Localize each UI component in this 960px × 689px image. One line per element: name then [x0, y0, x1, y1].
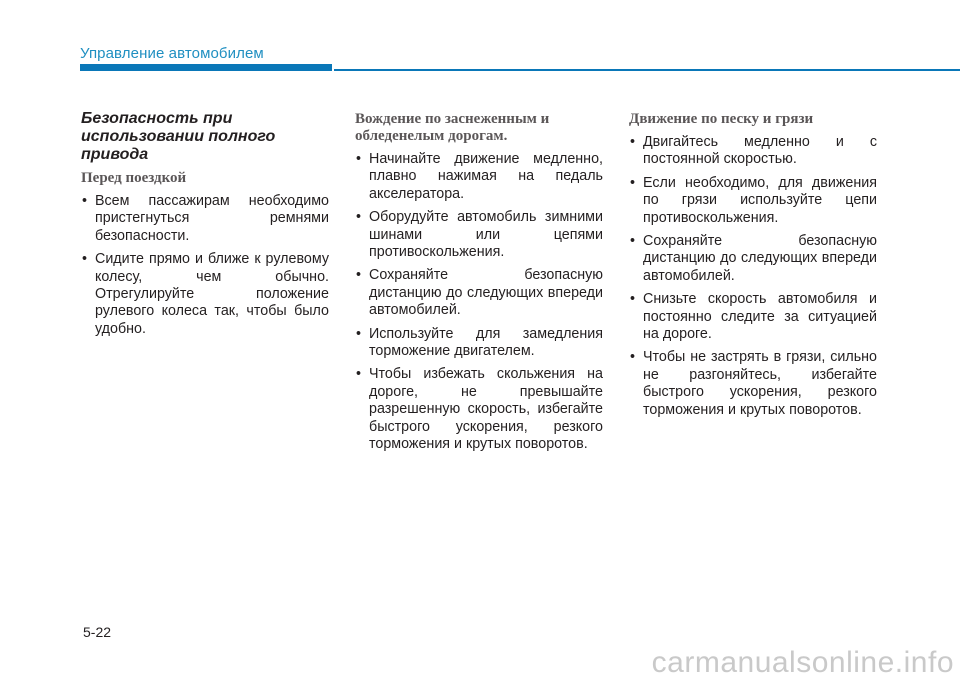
header-rule-thin	[334, 69, 960, 71]
watermark-text: carmanualsonline.info	[651, 646, 954, 679]
section-title-awd-safety: Безопасность при использовании полного привода	[81, 110, 276, 163]
subtitle-before-driving: Перед поездкой	[81, 170, 187, 186]
header-rule-thick	[80, 64, 332, 71]
list-item: • Двигайтесь медленно и с постоянной скоростью.	[629, 134, 877, 169]
page-header-title: Управление автомобилем	[80, 45, 264, 62]
list-item: • Всем пассажирам необходимо пристегнуться ремнями безопасности.	[81, 193, 329, 245]
list-item: • Чтобы не застрять в грязи, сильно не разгоняйтесь, избегайте быстрого ускорения, резкого торможения и крутых поворотов.	[629, 349, 877, 419]
column-middle	[355, 110, 603, 460]
list-item: • Используйте для замедления торможение двигателем.	[355, 326, 603, 361]
subtitle-sand-mud-driving: Движение по песку и грязи	[629, 111, 814, 127]
list-item: • Оборудуйте автомобиль зимними шинами или цепями противоскольжения.	[355, 209, 603, 261]
list-item: • Начинайте движение медленно, плавно нажимая на педаль акселератора.	[355, 151, 603, 203]
page-number: 5-22	[83, 624, 112, 640]
list-item: • Если необходимо, для движения по грязи используйте цепи противоскольжения.	[629, 175, 877, 227]
list-item: • Сохраняйте безопасную дистанцию до следующих впереди автомобилей.	[629, 233, 877, 285]
list-item: • Снизьте скорость автомобиля и постоянно следите за ситуацией на дороге.	[629, 291, 877, 343]
bullet-list-sand-mud	[629, 134, 877, 419]
column-right	[629, 110, 877, 425]
bullet-list-before-driving	[81, 193, 329, 338]
subtitle-snow-ice-driving: Вождение по заснеженным и обледенелым дорогам.	[355, 111, 550, 144]
bullet-list-snow-ice	[355, 151, 603, 454]
column-left	[81, 110, 329, 344]
list-item: • Чтобы избежать скольжения на дороге, не превышайте разрешенную скорость, избегайте быстрого ускорения, резкого торможения и крутых поворотов.	[355, 366, 603, 453]
list-item: • Сидите прямо и ближе к рулевому колесу, чем обычно. Отрегулируйте положение рулевого колеса так, чтобы было удобно.	[81, 251, 329, 338]
list-item: • Сохраняйте безопасную дистанцию до следующих впереди автомобилей.	[355, 267, 603, 319]
